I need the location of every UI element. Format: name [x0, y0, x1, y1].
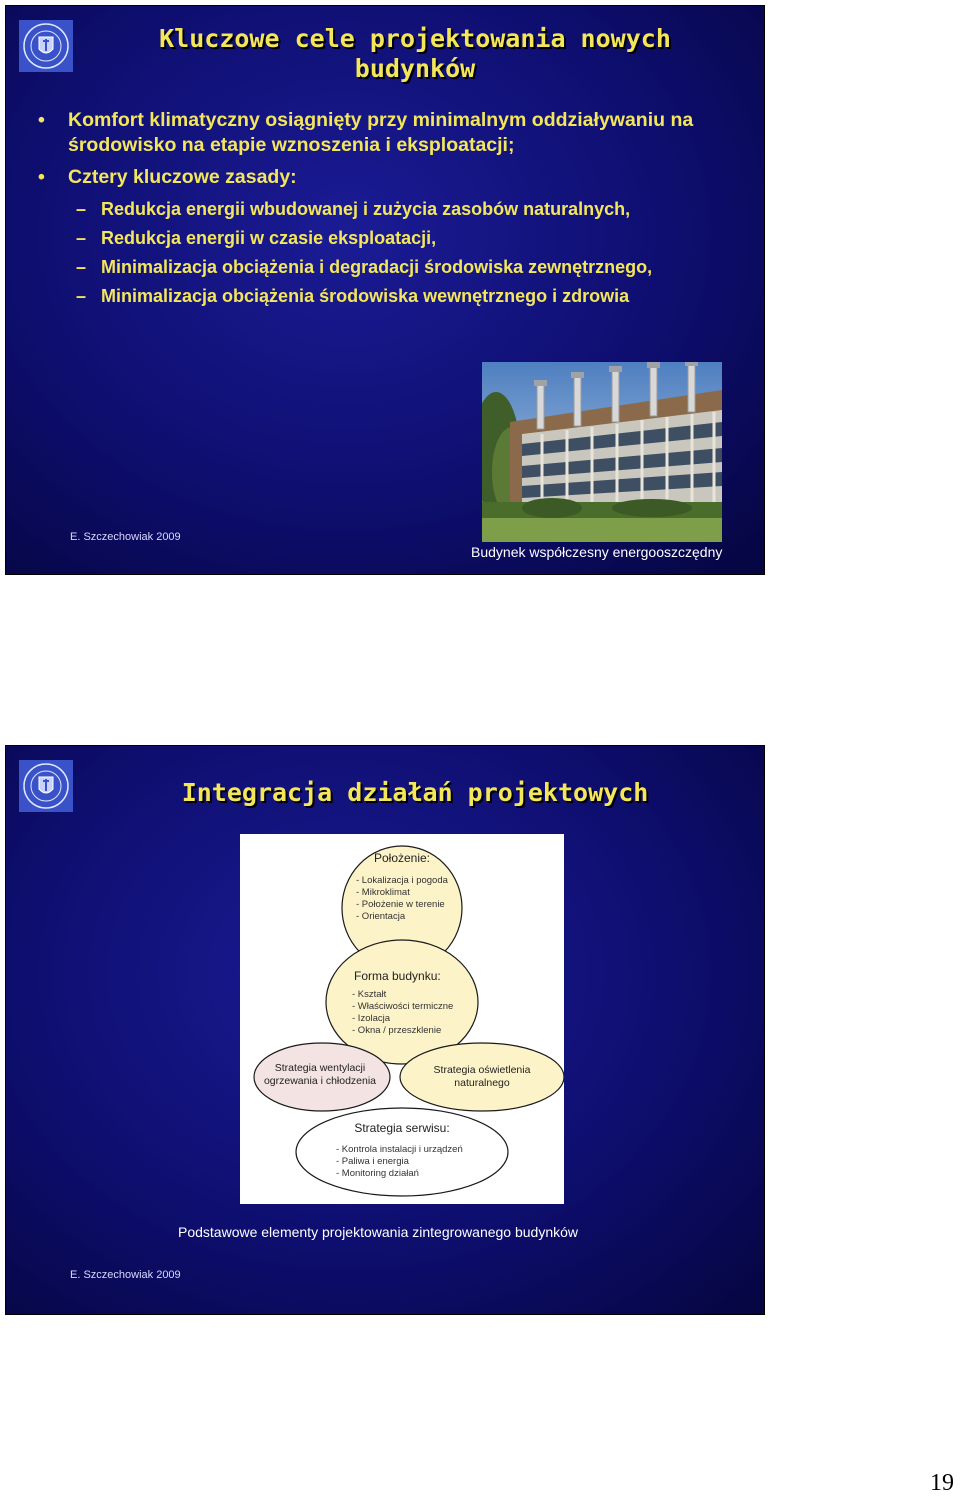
sub-bullet-text: Redukcja energii wbudowanej i zużycia zasobów naturalnych,	[101, 199, 631, 219]
page-number: 19	[930, 1470, 954, 1496]
slide-1	[5, 5, 765, 575]
wentylacja-line2: ogrzewania i chłodzenia	[263, 1075, 377, 1087]
serwis-item: - Monitoring działań	[336, 1168, 419, 1179]
dash-marker: –	[76, 286, 87, 306]
polozenie-title: Położenie:	[373, 851, 431, 865]
oswietlenie-line2: naturalnego	[454, 1077, 510, 1089]
slide-2	[5, 745, 765, 1315]
bullet-item	[34, 165, 744, 190]
sub-bullet-text: Redukcja energii w czasie eksploatacji,	[101, 228, 437, 248]
slide-title: Integracja działań projektowych	[181, 778, 649, 807]
oswietlenie-line1: Strategia oświetlenia	[433, 1064, 531, 1076]
polozenie-item: - Orientacja	[356, 911, 406, 922]
polozenie-item: - Mikroklimat	[356, 887, 410, 898]
slide-title: Kluczowe cele projektowania nowych budynków	[159, 24, 671, 83]
dash-marker: –	[76, 257, 87, 277]
sub-bullet-text: Minimalizacja obciążenia środowiska wewnętrznego i zdrowia	[101, 286, 630, 306]
photo-caption: Budynek współczesny energooszczędny	[471, 544, 723, 560]
diagram-caption: Podstawowe elementy projektowania zintegrowanego budynków	[178, 1224, 579, 1240]
sub-bullet-text: Minimalizacja obciążenia i degradacji środowiska zewnętrznego,	[101, 257, 653, 277]
dash-marker: –	[76, 228, 87, 248]
forma-item: - Izolacja	[352, 1013, 391, 1024]
sub-bullet-item	[34, 284, 744, 309]
bullet-marker: •	[38, 109, 45, 131]
bullet-list	[34, 108, 744, 313]
building-photo	[482, 362, 722, 542]
polozenie-item: - Położenie w terenie	[356, 899, 445, 910]
dash-marker: –	[76, 199, 87, 219]
forma-item: - Właściwości termiczne	[352, 1001, 454, 1012]
wentylacja-line1: Strategia wentylacji	[274, 1062, 366, 1074]
author-credit: E. Szczechowiak 2009	[70, 1269, 181, 1281]
integration-diagram	[240, 834, 564, 1204]
bullet-text: Komfort klimatyczny osiągnięty przy minimalnym oddziaływaniu na środowisko na etapie wznoszenia i eksploatacji;	[68, 109, 694, 156]
forma-item: - Okna / przeszklenie	[352, 1025, 442, 1036]
bullet-item	[34, 108, 744, 158]
university-logo-icon	[19, 760, 73, 812]
polozenie-item: - Lokalizacja i pogoda	[356, 875, 448, 886]
university-logo-icon	[19, 20, 73, 72]
serwis-item: - Paliwa i energia	[336, 1156, 409, 1167]
sub-bullet-item	[34, 197, 744, 222]
sub-bullet-item	[34, 255, 744, 280]
bullet-text: Cztery kluczowe zasady:	[68, 166, 297, 188]
serwis-item: - Kontrola instalacji i urządzeń	[336, 1144, 463, 1155]
bullet-marker: •	[38, 166, 45, 188]
sub-bullet-item	[34, 226, 744, 251]
forma-title: Forma budynku:	[354, 969, 441, 983]
serwis-title: Strategia serwisu:	[354, 1121, 450, 1135]
author-credit: E. Szczechowiak 2009	[70, 531, 181, 543]
forma-item: - Kształt	[352, 989, 387, 1000]
